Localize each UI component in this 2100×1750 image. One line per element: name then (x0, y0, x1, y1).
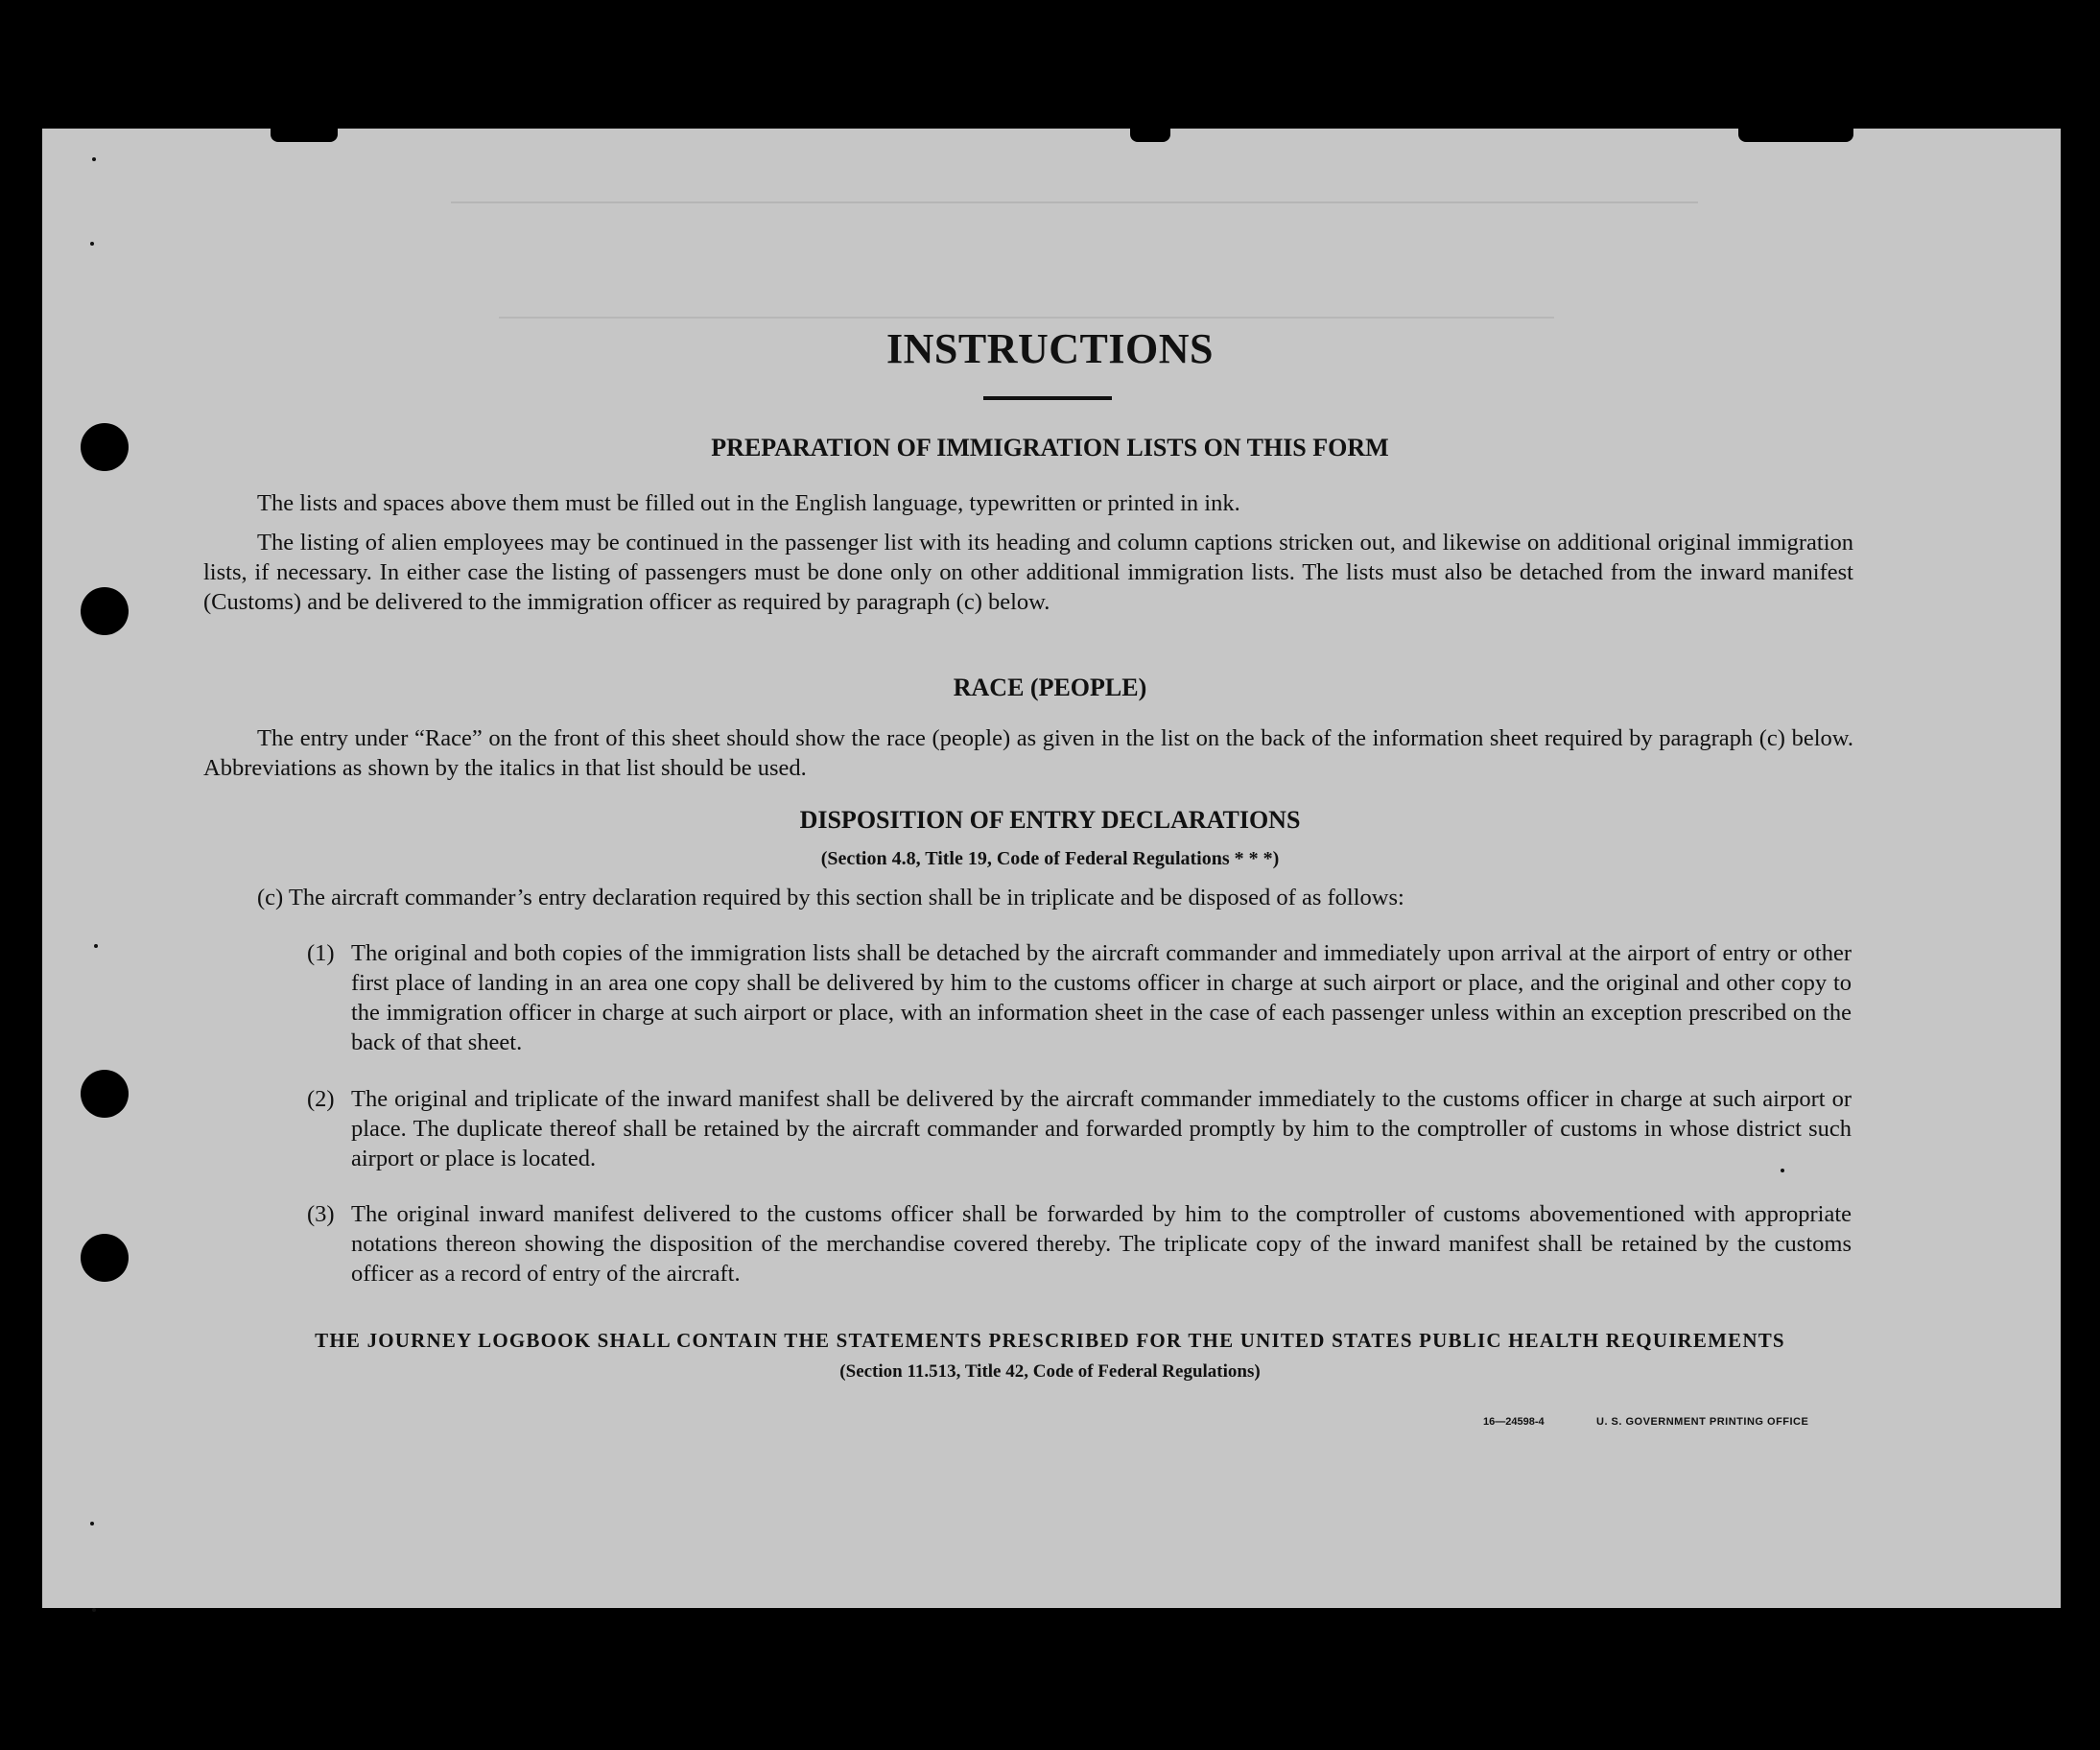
disposition-item-3 (307, 1199, 1852, 1289)
disposition-heading: DISPOSITION OF ENTRY DECLARATIONS (799, 806, 1301, 834)
form-code: 16—24598-4 (1483, 1416, 1545, 1428)
page-title: INSTRUCTIONS (886, 325, 1214, 372)
logbook-citation: (Section 11.513, Title 42, Code of Federal Regulations) (839, 1361, 1261, 1382)
race-heading: RACE (PEOPLE) (953, 674, 1147, 701)
item-number: (2) (307, 1086, 335, 1112)
item-number: (1) (307, 940, 335, 966)
logbook-statement: THE JOURNEY LOGBOOK SHALL CONTAIN THE STATEMENTS PRESCRIBED FOR THE UNITED STATES PUBLIC HEALTH REQUIREMENTS (315, 1329, 1785, 1352)
disposition-citation: (Section 4.8, Title 19, Code of Federal Regulations * * *) (820, 848, 1280, 869)
printer-imprint: U. S. GOVERNMENT PRINTING OFFICE (1596, 1416, 1809, 1428)
disposition-intro: (c) The aircraft commander’s entry declaration required by this section shall be in triplicate and be disposed of as follows: (257, 885, 1404, 910)
item-text: The original and both copies of the immigration lists shall be detached by the aircraft commander and immediately upon arrival at the airport of entry or other first place of landing in an area one copy shall be delivered by him to the customs officer in charge at such airport or place, and the original and other copy to the immigration officer in charge at such airport or place, with an information sheet in the case of each passenger unless within an exception prescribed on the back of that sheet. (351, 940, 1852, 1055)
preparation-paragraph-2: The listing of alien employees may be continued in the passenger list with its heading and column captions stricken out, and likewise on additional original immigration lists, if necessary. In either case the listing of passengers must be done only on other additional immigration lists. The lists must also be detached from the inward manifest (Customs) and be delivered to the immigration officer as required by paragraph (c) below. (203, 530, 1853, 615)
disposition-item-2 (307, 1084, 1852, 1173)
preparation-heading: PREPARATION OF IMMIGRATION LISTS ON THIS FORM (711, 434, 1389, 461)
disposition-item-1 (307, 938, 1852, 1057)
item-text: The original inward manifest delivered to the customs officer shall be forwarded by him to the comptroller of customs abovementioned with appropriate notations thereon showing the disposition of the merchandise covered thereby. The triplicate copy of the inward manifest shall be retained by the customs officer as a record of entry of the aircraft. (351, 1201, 1852, 1287)
item-number: (3) (307, 1201, 335, 1227)
race-paragraph: The entry under “Race” on the front of this sheet should show the race (people) as given in the list on the back of the information sheet required by paragraph (c) below. Abbreviations as shown by the italics in that list should be used. (203, 725, 1853, 781)
item-text: The original and triplicate of the inward manifest shall be delivered by the aircraft commander immediately to the customs officer in charge at such airport or place. The duplicate thereof shall be retained by the aircraft commander and forwarded promptly by him to the comptroller of customs in whose district such airport or place is located. (351, 1086, 1852, 1171)
title-rule (983, 396, 1112, 400)
preparation-paragraph-1: The lists and spaces above them must be filled out in the English language, typewritten or printed in ink. (257, 490, 1240, 516)
